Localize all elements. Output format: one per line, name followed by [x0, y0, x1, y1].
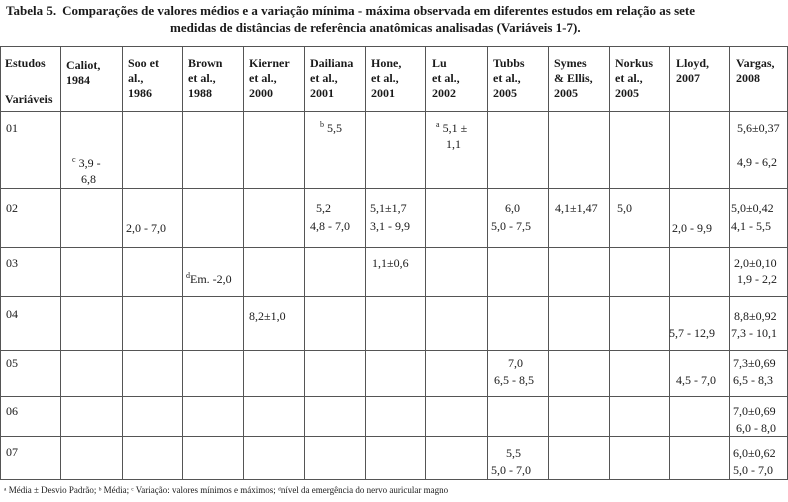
column-rule: [243, 46, 244, 480]
table-cell: 8,2±1,0: [249, 309, 286, 323]
table-cell: 1,1: [446, 137, 461, 151]
cell-value: 3,9 -: [78, 156, 101, 170]
study-header-line: et al.,: [249, 71, 277, 85]
study-header-dailiana: [310, 56, 353, 101]
table-cell: 4,9 - 6,2: [737, 155, 777, 169]
row-label: 05: [6, 356, 18, 370]
study-header-line: et al.,: [371, 71, 399, 85]
study-header-line: et al.,: [310, 71, 338, 85]
cell-value: Em. -2,0: [190, 272, 232, 286]
study-header-line: 2002: [432, 86, 456, 100]
row-label: 04: [6, 307, 18, 321]
corner-label-variables: Variáveis: [5, 92, 53, 106]
table-cell: 6,8: [81, 172, 96, 186]
study-header-line: 2005: [554, 86, 578, 100]
study-header-line: et al.,: [615, 71, 643, 85]
study-header-line: & Ellis,: [554, 71, 593, 85]
column-rule: [304, 46, 305, 480]
study-header-symes: [554, 56, 593, 101]
caption-line-2: medidas de distâncias de referência anatômicas analisadas (Variáveis 1-7).: [170, 20, 581, 35]
table-cell: 5,5: [506, 446, 521, 460]
study-header-line: Lu: [432, 56, 447, 70]
study-header-lloyd: [676, 56, 709, 86]
column-rule: [487, 46, 488, 480]
table-cell: 2,0±0,10: [734, 256, 777, 270]
table-cell: 3,1 - 9,9: [370, 219, 410, 233]
table-cell: [186, 271, 232, 287]
column-rule: [548, 46, 549, 480]
table-cell: 1,1±0,6: [372, 256, 409, 270]
study-header-line: 1986: [128, 86, 152, 100]
study-header-line: Kierner: [249, 56, 290, 70]
study-header-line: 2000: [249, 86, 273, 100]
study-header-norkus: [615, 56, 653, 101]
study-header-line: Norkus: [615, 56, 654, 70]
study-header-line: et al.,: [188, 71, 216, 85]
study-header-line: 2005: [615, 86, 639, 100]
table-cell: [320, 120, 342, 136]
table-cell: 5,0±0,42: [731, 201, 774, 215]
study-header-vargas: [736, 56, 775, 86]
table-number: Tabela 5.: [6, 3, 57, 18]
corner-label-studies: Estudos: [5, 56, 46, 70]
study-header-soo: [128, 56, 159, 101]
column-rule: [669, 46, 670, 480]
table-cell: 6,0 - 8,0: [736, 421, 776, 435]
table-cell: 2,0 - 7,0: [126, 221, 166, 235]
row-label: 03: [6, 256, 18, 270]
study-header-caliot: [66, 58, 100, 88]
column-rule: [609, 46, 610, 480]
table-cell: 5,2: [316, 201, 331, 215]
study-header-line: Soo et: [128, 56, 159, 70]
table-cell: 5,0 - 7,0: [491, 463, 531, 477]
table-cell: 4,1±1,47: [555, 201, 598, 215]
study-header-line: Tubbs: [493, 56, 525, 70]
study-header-line: Dailiana: [310, 56, 354, 70]
row-label: 06: [6, 404, 18, 418]
study-header-line: Hone,: [371, 56, 402, 70]
table-cell: 5,0 - 7,0: [733, 463, 773, 477]
study-header-line: 2005: [493, 86, 517, 100]
column-rule: [60, 46, 61, 480]
study-header-brown: [188, 56, 222, 101]
footnote-marker: b: [320, 120, 324, 129]
footnote-marker: a: [436, 120, 440, 129]
row-label: 02: [6, 201, 18, 215]
column-rule: [425, 46, 426, 480]
study-header-line: Symes: [554, 56, 587, 70]
study-header-line: 1988: [188, 86, 212, 100]
study-header-line: 2001: [310, 86, 334, 100]
footnote-marker: c: [72, 155, 76, 164]
table-cell: 5,0: [617, 201, 632, 215]
table-cell: 8,8±0,92: [734, 309, 777, 323]
table-cell: [72, 155, 101, 171]
study-header-line: Lloyd,: [676, 56, 710, 70]
column-rule: [365, 46, 366, 480]
column-rule: [122, 46, 123, 480]
cell-value: 5,5: [327, 121, 342, 135]
study-header-line: 1984: [66, 73, 90, 87]
study-header-line: et al.,: [432, 71, 460, 85]
table-cell: 5,7 - 12,9: [669, 326, 715, 340]
table-cell: 5,0 - 7,5: [491, 219, 531, 233]
column-rule: [729, 46, 730, 480]
study-header-line: 2001: [371, 86, 395, 100]
footnote-marker: d: [186, 271, 190, 280]
study-header-line: et al.,: [493, 71, 521, 85]
table-cell: 5,6±0,37: [737, 121, 780, 135]
table-cell: 6,5 - 8,5: [494, 373, 534, 387]
study-header-line: 2008: [736, 71, 760, 85]
table-cell: 4,8 - 7,0: [310, 219, 350, 233]
study-header-line: Brown: [188, 56, 223, 70]
table-footnote: ᵃ Média ± Desvio Padrão; ᵇ Média; ᶜ Variação: valores mínimos e máximos; ᵈnível da emergência do nervo auricular magno: [4, 485, 449, 495]
table-cell: 4,5 - 7,0: [676, 373, 716, 387]
study-header-tubbs: [493, 56, 525, 101]
study-header-lu: [432, 56, 460, 101]
caption-line-1: [6, 2, 695, 19]
table-cell: 7,0±0,69: [733, 404, 776, 418]
row-label: 01: [6, 121, 18, 135]
table-cell: [436, 120, 467, 136]
study-header-line: al.,: [128, 71, 144, 85]
data-table: [0, 46, 788, 480]
study-header-line: Vargas,: [736, 56, 775, 70]
column-rule: [182, 46, 183, 480]
table-cell: 6,0: [505, 201, 520, 215]
study-header-line: Caliot,: [66, 58, 101, 72]
study-header-kierner: [249, 56, 290, 101]
row-label: 07: [6, 445, 18, 459]
table-cell: 1,9 - 2,2: [737, 272, 777, 286]
caption-text-1: Comparações de valores médios e a variação mínima - máxima observada em diferentes estudos em relação as sete: [62, 3, 696, 18]
study-header-line: 2007: [676, 71, 700, 85]
table-cell: 6,0±0,62: [733, 446, 776, 460]
table-cell: 2,0 - 9,9: [672, 221, 712, 235]
table-cell: 7,3±0,69: [733, 356, 776, 370]
cell-value: 5,1 ±: [442, 121, 468, 135]
table-cell: 7,3 - 10,1: [731, 326, 777, 340]
study-header-hone: [371, 56, 401, 101]
table-cell: 4,1 - 5,5: [731, 219, 771, 233]
table-cell: 6,5 - 8,3: [733, 373, 773, 387]
table-cell: 7,0: [508, 356, 523, 370]
table-cell: 5,1±1,7: [370, 201, 407, 215]
column-rule: [0, 46, 1, 480]
